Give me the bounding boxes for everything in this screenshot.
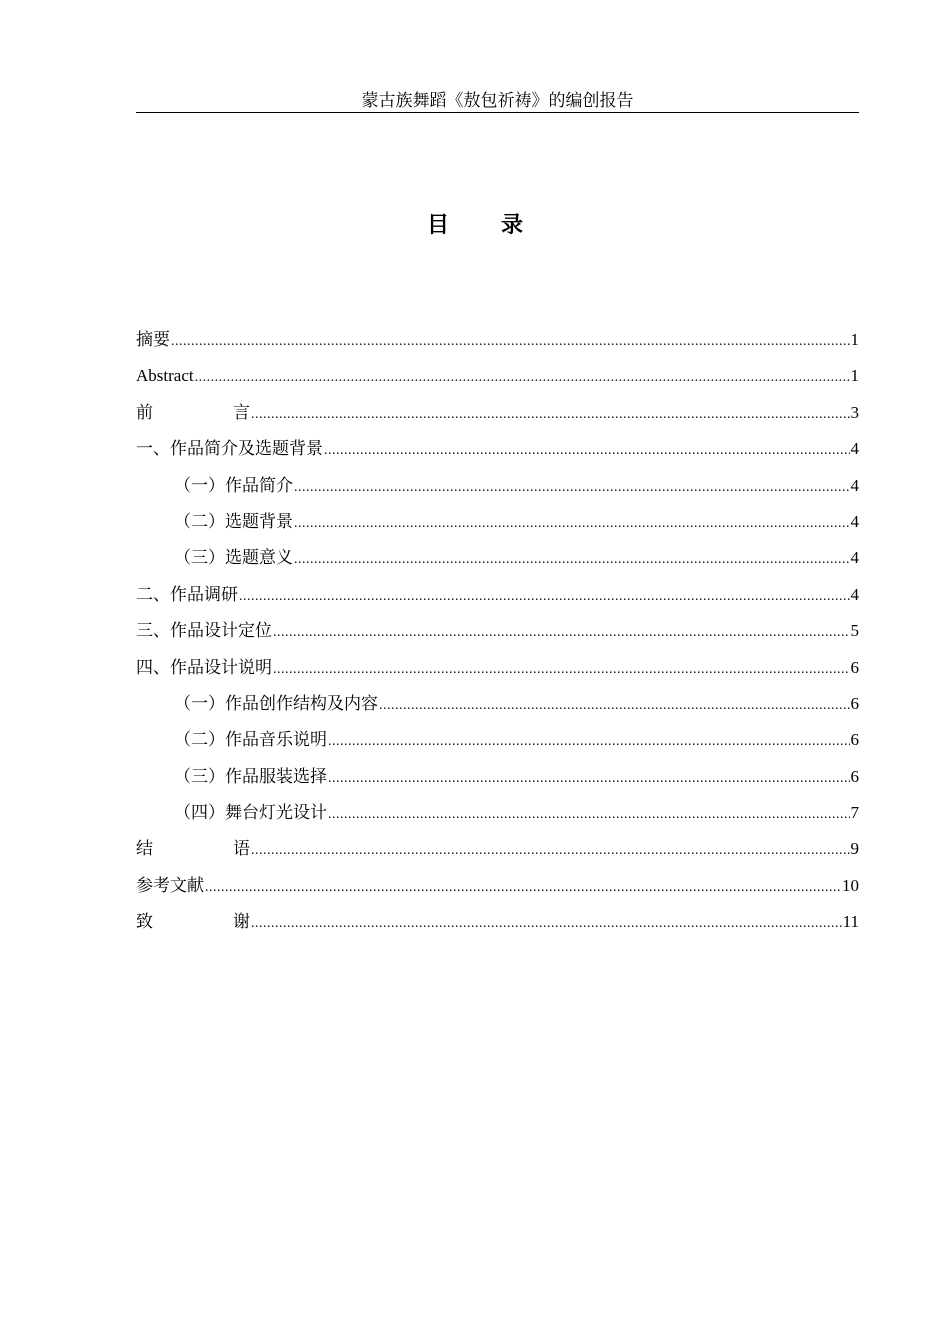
toc-entry-section-1-3[interactable]: [136, 545, 859, 581]
toc-leader-dots: [379, 693, 850, 719]
toc-entry-section-2[interactable]: [136, 582, 859, 618]
toc-entry-label: （一）作品简介: [174, 475, 293, 496]
toc-entry-section-4[interactable]: [136, 655, 859, 691]
toc-entry-section-1-1[interactable]: [136, 473, 859, 509]
toc-entry-label: （二）作品音乐说明: [174, 730, 327, 751]
toc-entry-label-char-2: 语: [233, 839, 250, 860]
toc-entry-preface[interactable]: [136, 400, 859, 436]
toc-leader-dots: [273, 657, 850, 683]
toc-leader-dots: [294, 475, 850, 501]
toc-leader-dots: [251, 838, 850, 864]
toc-leader-dots: [239, 584, 850, 610]
toc-leader-dots: [195, 365, 850, 391]
toc-entry-label: （二）选题背景: [174, 511, 293, 532]
toc-entry-section-4-3[interactable]: [136, 764, 859, 800]
toc-leader-dots: [251, 911, 842, 937]
toc-entry-section-1-2[interactable]: [136, 509, 859, 545]
toc-entry-label: 四、作品设计说明: [136, 657, 272, 678]
toc-entry-section-1[interactable]: [136, 436, 859, 472]
toc-entry-label: [136, 400, 250, 426]
toc-entry-conclusion[interactable]: [136, 836, 859, 872]
toc-entry-label: （四）舞台灯光设计: [174, 803, 327, 824]
toc-entry-label-char-1: 结: [136, 839, 153, 860]
toc-entry-page: 4: [850, 511, 859, 531]
toc-entry-page: 6: [850, 730, 859, 750]
toc-leader-dots: [205, 875, 841, 901]
toc-title-char-2: 录: [501, 212, 524, 238]
toc-leader-dots: [294, 511, 850, 537]
toc-entry-label: （三）选题意义: [174, 548, 293, 569]
toc-entry-section-4-2[interactable]: [136, 727, 859, 763]
toc-entry-acknowledgements[interactable]: [136, 909, 859, 945]
toc-entry-label-char-1: 致: [136, 912, 153, 933]
toc-entry-label: Abstract: [136, 366, 194, 386]
toc-title-char-1: 目: [426, 212, 449, 238]
toc-entry-page: 4: [850, 548, 859, 568]
toc-title: [0, 210, 950, 240]
toc-entry-label: 三、作品设计定位: [136, 621, 272, 642]
toc-leader-dots: [251, 402, 850, 428]
toc-leader-dots: [324, 438, 850, 464]
toc-entry-page: 7: [850, 803, 859, 823]
toc-entry-label: 摘要: [136, 330, 170, 350]
toc-entry-label: 二、作品调研: [136, 584, 238, 605]
toc-leader-dots: [328, 766, 850, 792]
toc-leader-dots: [273, 620, 850, 646]
toc-entry-abstract-zh[interactable]: [136, 327, 859, 363]
toc-entry-label-char-1: 前: [136, 402, 153, 423]
table-of-contents: [136, 327, 859, 946]
toc-entry-label: [136, 836, 250, 862]
toc-entry-page: 9: [850, 839, 859, 859]
toc-entry-section-3[interactable]: [136, 618, 859, 654]
toc-entry-page: 4: [850, 584, 859, 604]
toc-entry-label: 参考文献: [136, 875, 204, 896]
toc-entry-references[interactable]: [136, 873, 859, 909]
toc-leader-dots: [294, 547, 850, 573]
toc-entry-section-4-4[interactable]: [136, 800, 859, 836]
toc-entry-label-char-2: 言: [233, 402, 250, 423]
toc-leader-dots: [171, 329, 850, 355]
running-header: [136, 90, 859, 113]
toc-leader-dots: [328, 729, 850, 755]
toc-entry-page: 6: [850, 766, 859, 786]
toc-entry-label-char-2: 谢: [233, 912, 250, 933]
toc-entry-label: （三）作品服装选择: [174, 766, 327, 787]
toc-entry-page: 6: [850, 657, 859, 677]
running-header-title: 蒙古族舞蹈《敖包祈祷》的编创报告: [361, 91, 634, 111]
toc-entry-page: 11: [842, 912, 859, 932]
toc-entry-label: 一、作品简介及选题背景: [136, 439, 323, 460]
toc-entry-label: （一）作品创作结构及内容: [174, 693, 378, 714]
toc-entry-page: 4: [850, 439, 859, 459]
toc-entry-page: 3: [850, 402, 859, 422]
toc-entry-page: 1: [850, 366, 859, 386]
toc-leader-dots: [328, 802, 850, 828]
toc-entry-label: [136, 909, 250, 935]
toc-entry-section-4-1[interactable]: [136, 691, 859, 727]
toc-entry-page: 1: [850, 330, 859, 349]
toc-entry-page: 6: [850, 693, 859, 713]
toc-entry-page: 10: [842, 875, 859, 895]
toc-entry-page: 5: [850, 621, 859, 641]
toc-entry-page: 4: [850, 475, 859, 495]
toc-entry-abstract-en[interactable]: [136, 363, 859, 399]
